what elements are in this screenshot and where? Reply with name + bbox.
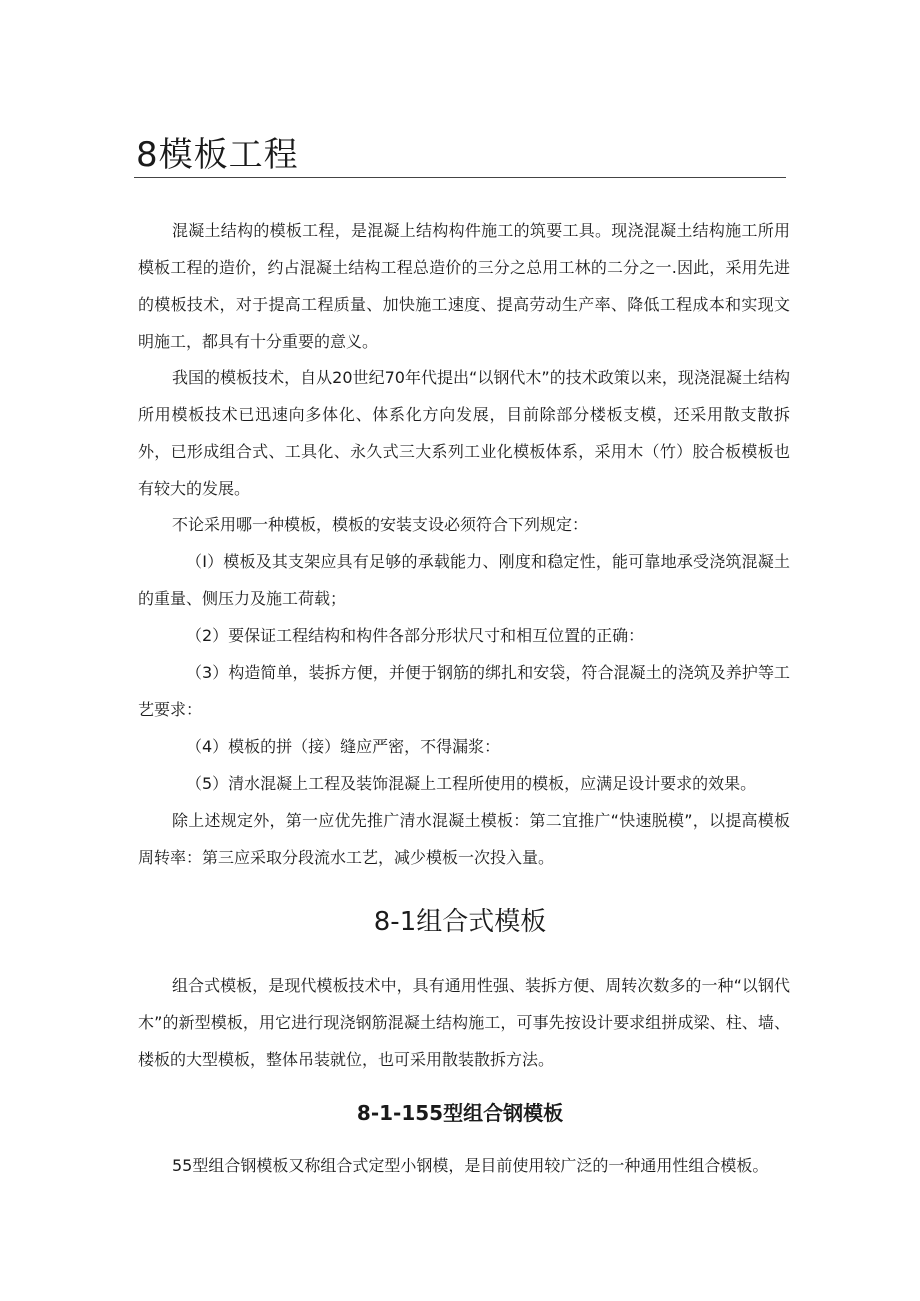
- subsection-heading: 8-1-155型组合钢模板: [356, 1101, 564, 1125]
- rule-item-2: （2）要保证工程结构和构件各部分形状尺寸和相互位置的正确：: [186, 626, 645, 645]
- rule-item-5: （5）清水混凝上工程及装饰混凝上工程所使用的模板，应满足设计要求的效果。: [186, 774, 757, 793]
- paragraph-section-body: 组合式模板，是现代模板技术中，具有通用性强、装拆方便、周转次数多的一种“以钢代木”的新型模板，用它进行现浇钢筋混凝土结构施工，可事先按设计要求组拼成梁、柱、墙、楼板的大型模板，整体吊装就位，也可采用散装散拆方法。: [138, 976, 790, 1069]
- paragraph-closing: 除上述规定外，第一应优先推广清水混凝土模板：第二宜推广“快速脱模”，以提高模板周转率：第三应采取分段流水工艺，减少模板一次投入量。: [138, 811, 790, 867]
- rule-item-1: （I）模板及其支架应具有足够的承载能力、刚度和稳定性，能可靠地承受浇筑混凝土的重量、侧压力及施工荷载；: [138, 552, 790, 608]
- rule-item-4: （4）模板的拼（接）缝应严密，不得漏浆：: [186, 737, 501, 756]
- title-divider: [134, 177, 786, 178]
- chapter-title: 8模板工程: [136, 135, 299, 175]
- paragraph-subsection-body: 55型组合钢模板又称组合式定型小钢模，是目前使用较广泛的一种通用性组合模板。: [172, 1156, 769, 1175]
- paragraph-intro: 混凝土结构的模板工程，是混凝上结构构件施工的筑要工具。现浇混凝土结构施工所用模板工程的造价，约占混凝土结构工程总造价的三分之总用工林的二分之一.因此，采用先进的模板技术，对于提高工程质量、加快施工速度、提高劳动生产率、降低工程成本和实现文明施工，都具有十分重要的意义。: [138, 221, 790, 351]
- paragraph-history: 我国的模板技术，自从20世纪70年代提出“以钢代木”的技术政策以来，现浇混凝土结构所用模板技术已迅速向多体化、体系化方向发展，目前除部分楼板支模，还采用散支散拆外，已形成组合式、工具化、永久式三大系列工业化模板体系，采用木（竹）胶合板模板也有较大的发展。: [138, 368, 790, 498]
- paragraph-rules-intro: 不论采用哪一种模板，模板的安装支设必须符合下列规定：: [172, 515, 589, 534]
- rule-item-3: （3）构造简单，装拆方便，并便于钢筋的绑扎和安袋，符合混凝土的浇筑及养护等工艺要求：: [138, 663, 790, 719]
- section-heading: 8-1组合式模板: [373, 907, 547, 937]
